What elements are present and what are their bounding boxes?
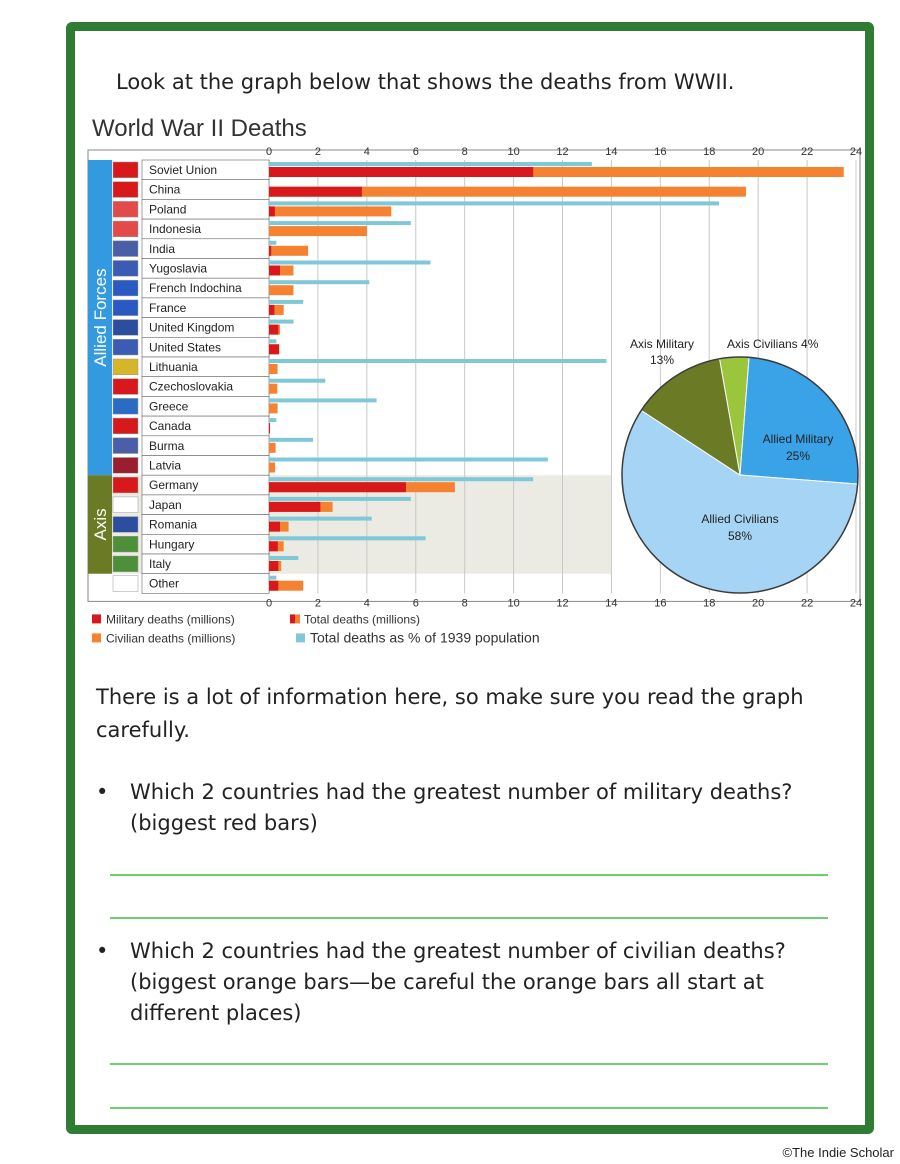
country-label: Hungary xyxy=(149,537,195,552)
flag-icon xyxy=(113,438,138,454)
bar-percent-population xyxy=(269,576,276,580)
bar-total-deaths xyxy=(269,443,276,453)
flag-icon xyxy=(113,398,138,414)
x-tick-label-bottom: 22 xyxy=(800,597,814,610)
bar-total-deaths xyxy=(269,364,278,374)
flag-icon xyxy=(113,458,138,474)
chart-title: World War II Deaths xyxy=(92,115,307,142)
answer-line-1[interactable] xyxy=(110,874,828,876)
flag-icon xyxy=(113,300,138,316)
group-label-axis: Axis xyxy=(91,508,110,541)
flag-icon xyxy=(113,418,138,434)
x-tick-label-top: 12 xyxy=(556,146,569,158)
bar-percent-population xyxy=(269,536,426,540)
legend-swatch xyxy=(295,614,300,623)
legend-label: Total deaths (millions) xyxy=(304,612,421,627)
pie-label-axis-civilians: Axis Civilians 4% xyxy=(727,337,819,351)
bar-percent-population xyxy=(269,418,276,422)
bar-total-deaths xyxy=(269,403,278,413)
bar-percent-population xyxy=(269,241,276,245)
bar-percent-population xyxy=(269,261,430,265)
x-tick-label-top: 8 xyxy=(461,146,468,158)
bar-percent-population xyxy=(269,221,411,225)
x-tick-label-bottom: 16 xyxy=(654,597,667,610)
pie-label-allied-military: Allied Military xyxy=(762,432,834,446)
bar-military-deaths xyxy=(269,167,533,177)
x-tick-label-bottom: 18 xyxy=(703,597,716,610)
flag-icon xyxy=(113,320,138,336)
flag-icon xyxy=(113,280,138,296)
country-label: Indonesia xyxy=(149,222,202,237)
x-tick-label-bottom: 8 xyxy=(461,597,468,610)
country-label: Japan xyxy=(149,497,182,512)
bar-total-deaths xyxy=(269,384,277,394)
flag-icon xyxy=(113,477,138,493)
x-tick-label-bottom: 20 xyxy=(752,597,765,610)
bar-military-deaths xyxy=(269,187,362,197)
flag-icon xyxy=(113,162,138,178)
bar-military-deaths xyxy=(269,561,278,571)
bar-percent-population xyxy=(269,162,592,166)
country-label: Soviet Union xyxy=(149,163,218,177)
bar-military-deaths xyxy=(269,344,279,354)
x-tick-label-top: 24 xyxy=(849,146,863,158)
legend-label: Military deaths (millions) xyxy=(106,612,235,627)
flag-icon xyxy=(113,497,138,513)
answer-line-2[interactable] xyxy=(110,917,828,919)
country-label: United States xyxy=(149,340,222,355)
question-1-bullet: • xyxy=(96,780,109,804)
x-tick-label-bottom: 2 xyxy=(314,597,321,610)
country-label: France xyxy=(149,300,187,315)
x-tick-label-top: 10 xyxy=(507,146,520,158)
x-tick-label-top: 4 xyxy=(363,146,370,158)
bar-total-deaths xyxy=(269,246,308,256)
x-tick-label-top: 20 xyxy=(752,146,765,158)
bar-percent-population xyxy=(269,438,313,442)
instruction-paragraph: There is a lot of information here, so make sure you read the graph carefully. xyxy=(96,685,804,742)
bar-percent-population xyxy=(269,517,372,521)
x-tick-label-top: 2 xyxy=(314,146,321,158)
bar-percent-population xyxy=(269,339,276,343)
bar-total-deaths xyxy=(269,226,367,236)
pie-slice xyxy=(740,357,858,484)
bar-percent-population xyxy=(269,280,369,284)
country-label: Czechoslovakia xyxy=(149,379,234,394)
flag-icon xyxy=(113,536,138,552)
flag-icon xyxy=(113,517,138,533)
country-label: Other xyxy=(149,576,180,591)
wwii-deaths-chart xyxy=(80,140,870,660)
country-label: Germany xyxy=(149,478,199,493)
x-tick-label-top: 16 xyxy=(654,146,667,158)
legend-label: Civilian deaths (millions) xyxy=(106,631,236,646)
bar-percent-population xyxy=(269,320,293,324)
bar-percent-population xyxy=(269,379,325,383)
pie-percent-allied-military: 25% xyxy=(785,449,811,463)
bar-percent-population xyxy=(269,398,377,402)
x-tick-label-top: 14 xyxy=(605,146,618,158)
flag-icon xyxy=(113,359,138,375)
x-tick-label-top: 22 xyxy=(800,146,814,158)
intro-text: Look at the graph below that shows the deaths from WWII. xyxy=(116,70,735,94)
bar-total-deaths xyxy=(269,463,275,473)
bar-military-deaths xyxy=(269,266,280,276)
flag-icon xyxy=(113,576,138,592)
legend-swatch xyxy=(92,633,101,642)
country-label: United Kingdom xyxy=(149,320,235,335)
question-1-text: Which 2 countries had the greatest number of military deaths? (biggest red bars) xyxy=(130,780,793,835)
country-label: Greece xyxy=(149,399,189,414)
x-tick-label-top: 0 xyxy=(265,146,273,158)
x-tick-label-bottom: 0 xyxy=(265,597,273,610)
bar-military-deaths xyxy=(269,423,270,433)
flag-icon xyxy=(113,261,138,277)
country-label: Yugoslavia xyxy=(149,261,208,276)
pie-label-axis-military: Axis Military xyxy=(629,337,695,351)
bar-percent-population xyxy=(269,556,298,560)
country-label: French Indochina xyxy=(149,281,242,296)
country-label: Latvia xyxy=(149,458,182,473)
bar-military-deaths xyxy=(269,305,274,315)
bar-percent-population xyxy=(269,359,607,363)
bar-percent-population xyxy=(269,201,719,205)
flag-icon xyxy=(113,339,138,355)
flag-icon xyxy=(113,241,138,257)
pie-label-allied-civilians: Allied Civilians xyxy=(701,512,779,526)
flag-icon xyxy=(113,379,138,395)
x-tick-label-bottom: 14 xyxy=(605,597,618,610)
bar-military-deaths xyxy=(269,502,320,512)
country-label: Burma xyxy=(149,438,185,453)
legend-swatch xyxy=(296,633,305,642)
country-label: Italy xyxy=(149,557,172,571)
bar-percent-population xyxy=(269,497,411,501)
legend-swatch xyxy=(92,614,101,623)
x-tick-label-top: 6 xyxy=(412,146,419,158)
bar-military-deaths xyxy=(269,246,271,256)
flag-icon xyxy=(113,201,138,217)
bar-percent-population xyxy=(269,477,533,481)
bar-total-deaths xyxy=(269,285,293,295)
pie-percent-allied-civilians: 58% xyxy=(727,529,753,543)
question-2-text: Which 2 countries had the greatest number of civilian deaths? (biggest orange bars—be careful the orange bars all start at different places) xyxy=(130,939,786,1025)
country-label: Poland xyxy=(149,202,187,217)
bar-military-deaths xyxy=(269,541,278,551)
bar-military-deaths xyxy=(269,206,275,216)
x-tick-label-bottom: 24 xyxy=(849,597,863,610)
country-label: India xyxy=(149,241,176,256)
country-label: Canada xyxy=(149,419,192,434)
bar-military-deaths xyxy=(269,522,280,532)
flag-icon xyxy=(113,556,138,572)
country-label: China xyxy=(149,182,181,197)
x-tick-label-bottom: 12 xyxy=(556,597,569,610)
bar-military-deaths xyxy=(269,325,278,335)
flag-icon xyxy=(113,182,138,198)
legend-label: Total deaths as % of 1939 population xyxy=(310,629,540,646)
group-label-allied: Allied Forces xyxy=(91,268,110,367)
bar-military-deaths xyxy=(269,482,406,492)
answer-line-4[interactable] xyxy=(110,1107,828,1109)
bar-total-deaths xyxy=(269,206,391,216)
country-label: Lithuania xyxy=(149,360,198,374)
pie-percent-axis-military: 13% xyxy=(649,353,675,367)
legend-swatch xyxy=(290,614,295,623)
country-label: Romania xyxy=(149,517,198,532)
bar-military-deaths xyxy=(269,581,278,591)
x-tick-label-bottom: 4 xyxy=(363,597,370,610)
x-tick-label-top: 18 xyxy=(703,146,716,158)
bar-percent-population xyxy=(269,458,548,462)
x-tick-label-bottom: 10 xyxy=(507,597,520,610)
copyright: ©The Indie Scholar xyxy=(782,1145,894,1160)
question-2-bullet: • xyxy=(96,939,109,963)
flag-icon xyxy=(113,221,138,237)
x-tick-label-bottom: 6 xyxy=(412,597,419,610)
bar-percent-population xyxy=(269,300,303,304)
answer-line-3[interactable] xyxy=(110,1063,828,1065)
